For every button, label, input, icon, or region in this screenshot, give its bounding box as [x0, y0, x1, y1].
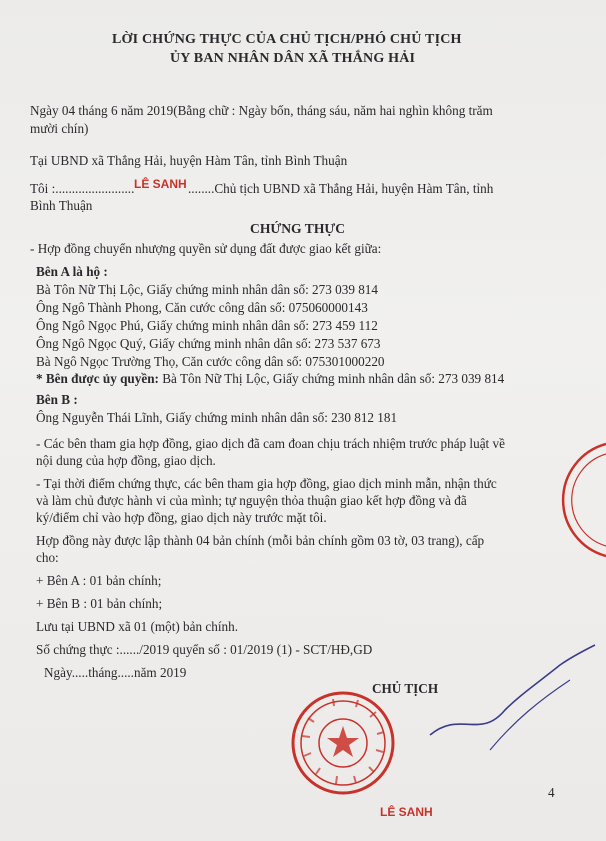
header-line-2: ỦY BAN NHÂN DÂN XÃ THẮNG HẢI: [170, 51, 416, 66]
clause-3-line-2: cho:: [36, 550, 59, 565]
clause-1-line-2: nội dung của hợp đồng, giao dịch.: [36, 453, 216, 468]
signature-title: CHỦ TỊCH: [372, 681, 439, 696]
signature-scribble: [420, 640, 600, 770]
party-a-member: Ông Ngô Thành Phong, Căn cước công dân số: 075060000143: [36, 300, 368, 315]
toi-line: [30, 181, 134, 197]
official-seal-stamp: [288, 688, 398, 798]
date-line-1: Ngày 04 tháng 6 năm 2019(Bằng chữ : Ngày bốn, tháng sáu, năm hai nghìn không trăm: [30, 103, 493, 118]
toi-line-2: Bình Thuận: [30, 198, 93, 213]
signature-name: LÊ SANH: [380, 805, 433, 819]
party-b-member: Ông Nguyễn Thái Lĩnh, Giấy chứng minh nhân dân số: 230 812 181: [36, 410, 398, 425]
handwritten-name: LÊ SANH: [134, 177, 187, 191]
copy-a-line: + Bên A : 01 bản chính;: [36, 573, 162, 588]
authorized-text: Bà Tôn Nữ Thị Lộc, Giấy chứng minh nhân dân số: 273 039 814: [158, 371, 505, 386]
cert-number-line: Số chứng thực :....../2019 quyển số : 01/2019 (1) - SCT/HĐ,GD: [36, 642, 373, 657]
date-line-2: mười chín): [30, 121, 89, 136]
header-line-1: LỜI CHỨNG THỰC CỦA CHỦ TỊCH/PHÓ CHỦ TỊCH: [112, 32, 462, 47]
clause-2-line-2: và làm chủ được hành vi của mình; tự nguyện thỏa thuận giao kết hợp đồng và đã: [36, 493, 467, 508]
toi-suffix: ........Chủ tịch UBND xã Thắng Hải, huyện Hàm Tân, tỉnh: [188, 181, 494, 196]
toi-prefix: Tôi :........................: [30, 181, 135, 196]
party-a-heading: Bên A là hộ :: [36, 264, 108, 279]
party-a-member: Ông Ngô Ngọc Phú, Giấy chứng minh nhân dân số: 273 459 112: [36, 318, 378, 333]
date-blank-line: Ngày.....tháng.....năm 2019: [44, 665, 187, 680]
partial-seal-edge: [560, 440, 606, 560]
copy-b-line: + Bên B : 01 bản chính;: [36, 596, 163, 611]
certify-title: CHỨNG THỰC: [250, 221, 346, 236]
clause-2-line-1: - Tại thời điểm chứng thực, các bên tham gia hợp đồng, giao dịch minh mẫn, nhận thức: [36, 476, 497, 491]
page-number: 4: [548, 785, 555, 800]
party-b-heading: Bên B :: [36, 392, 78, 407]
clause-2-line-3: ký/điểm chỉ vào hợp đồng, giao dịch này trước mặt tôi.: [36, 510, 327, 525]
party-a-member: Bà Ngô Ngọc Trường Thọ, Căn cước công dân số: 075301000220: [36, 354, 385, 369]
place-line: Tại UBND xã Thắng Hải, huyện Hàm Tân, tỉnh Bình Thuận: [30, 153, 348, 168]
clause-1-line-1: - Các bên tham gia hợp đồng, giao dịch đã cam đoan chịu trách nhiệm trước pháp luật về: [36, 436, 505, 451]
clause-3-line-1: Hợp đồng này được lập thành 04 bản chính (mỗi bản chính gồm 03 tờ, 03 trang), cấp: [36, 533, 485, 548]
party-a-member: Bà Tôn Nữ Thị Lộc, Giấy chứng minh nhân dân số: 273 039 814: [36, 282, 378, 297]
authorized-label: * Bên được ủy quyền:: [36, 371, 159, 386]
authorized-line: [36, 371, 504, 387]
contract-line: - Hợp đồng chuyển nhượng quyền sử dụng đất được giao kết giữa:: [30, 241, 382, 256]
archive-line: Lưu tại UBND xã 01 (một) bản chính.: [36, 619, 238, 634]
party-a-member: Ông Ngô Ngọc Quý, Giấy chứng minh nhân dân số: 273 537 673: [36, 336, 381, 351]
